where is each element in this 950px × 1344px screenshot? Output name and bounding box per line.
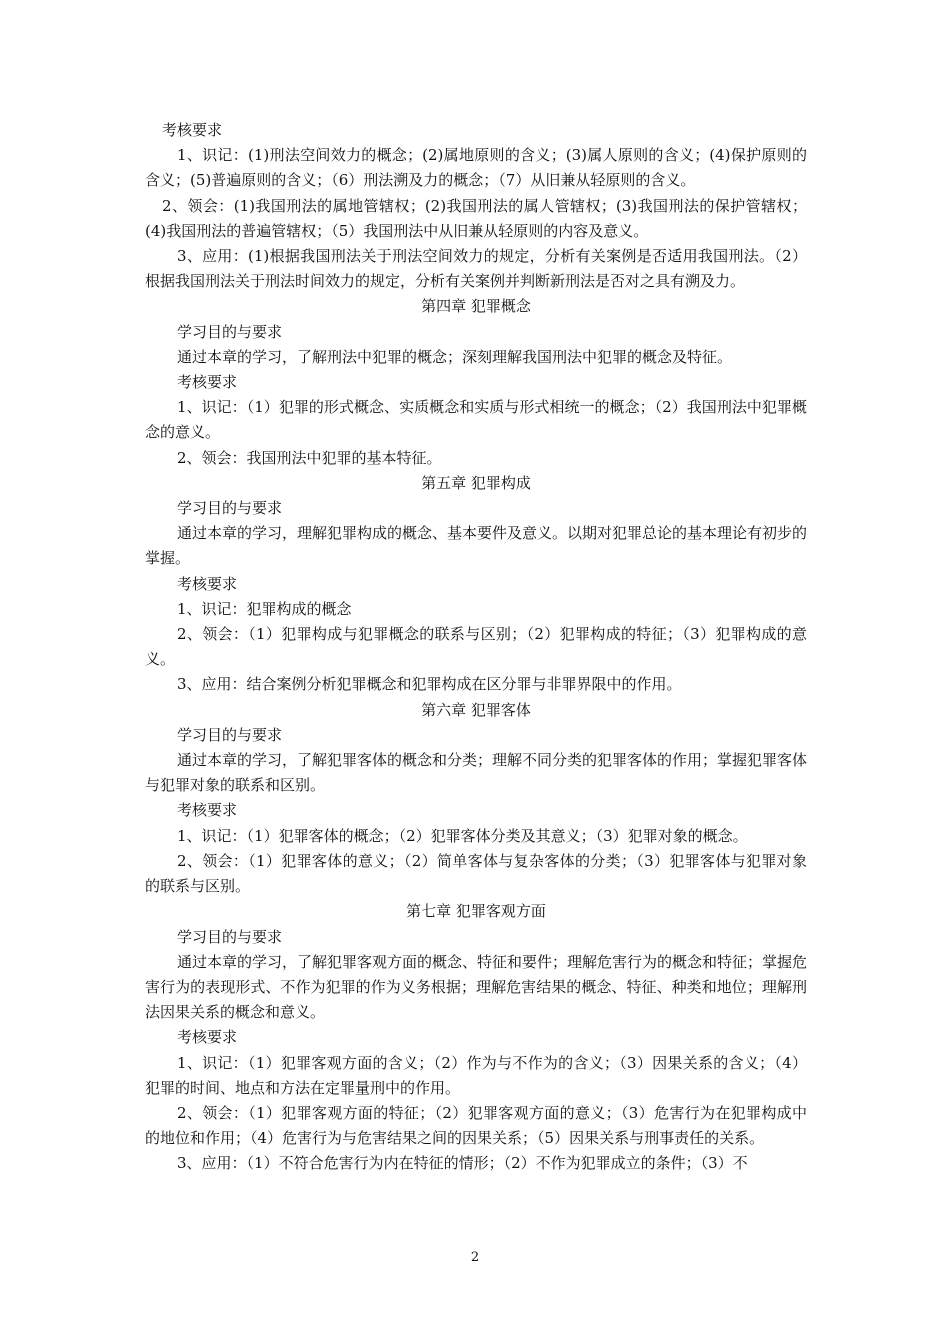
paragraph: 考核要求	[177, 574, 238, 593]
chapter-heading: 第七章 犯罪客观方面	[406, 902, 546, 921]
paragraph: 考核要求	[162, 121, 223, 139]
paragraph: 考核要求	[177, 801, 238, 820]
paragraph: 通过本章的学习，了解犯罪客观方面的概念、特征和要件；理解危害行为的概念和特征；掌握危害行为的表现形式、不作为犯罪的作为义务根据；理解危害结果的概念、特征、种类和地位；理解刑法因果关系的概念和意义。	[145, 952, 808, 1022]
paragraph: 2、领会：（1）犯罪客观方面的特征；（2）犯罪客观方面的意义；（3）危害行为在犯罪构成中的地位和作用；（4）危害行为与危害结果之间的因果关系；（5）因果关系与刑事责任的关系。	[145, 1103, 807, 1148]
chapter-heading: 第六章 犯罪客体	[421, 700, 531, 719]
paragraph: 2、领会：(1)我国刑法的属地管辖权；(2)我国刑法的属人管辖权；(3)我国刑法的保护管辖权；(4)我国刑法的普遍管辖权；（5）我国刑法中从旧兼从轻原则的内容及意义。	[145, 196, 807, 240]
paragraph: 2、领会：（1）犯罪构成与犯罪概念的联系与区别；（2）犯罪构成的特征；（3）犯罪构成的意义。	[145, 625, 807, 669]
paragraph: 1、识记：（1）犯罪客体的概念；（2）犯罪客体分类及其意义；（3）犯罪对象的概念。	[177, 826, 748, 845]
paragraph: 考核要求	[177, 373, 238, 392]
paragraph: 1、识记：（1）犯罪的形式概念、实质概念和实质与形式相统一的概念；（2）我国刑法中犯罪概念的意义。	[145, 398, 807, 442]
paragraph: 1、识记：（1）犯罪客观方面的含义；（2）作为与不作为的含义；（3）因果关系的含义；（4）犯罪的时间、地点和方法在定罪量刑中的作用。	[145, 1053, 807, 1097]
chapter-heading: 第五章 犯罪构成	[421, 473, 531, 492]
paragraph: 3、应用：结合案例分析犯罪概念和犯罪构成在区分罪与非罪界限中的作用。	[177, 675, 682, 694]
paragraph: 学习目的与要求	[177, 725, 283, 744]
paragraph: 考核要求	[177, 1028, 238, 1047]
paragraph: 1、识记：犯罪构成的概念	[177, 599, 352, 618]
paragraph: 通过本章的学习，了解犯罪客体的概念和分类；理解不同分类的犯罪客体的作用；掌握犯罪客体与犯罪对象的联系和区别。	[145, 751, 808, 795]
paragraph: 1、识记：(1)刑法空间效力的概念；(2)属地原则的含义；(3)属人原则的含义；(4)保护原则的含义；(5)普遍原则的含义；（6）刑法溯及力的概念；（7）从旧兼从轻原则的含义。	[145, 146, 807, 190]
paragraph: 学习目的与要求	[177, 927, 283, 946]
paragraph: 2、领会：（1）犯罪客体的意义；（2）简单客体与复杂客体的分类；（3）犯罪客体与犯罪对象的联系与区别。	[145, 851, 807, 896]
paragraph: 学习目的与要求	[177, 322, 283, 341]
paragraph: 2、领会：我国刑法中犯罪的基本特征。	[177, 448, 442, 467]
paragraph: 通过本章的学习，了解刑法中犯罪的概念；深刻理解我国刑法中犯罪的概念及特征。	[177, 347, 733, 366]
paragraph: 学习目的与要求	[177, 499, 283, 518]
paragraph: 3、应用：（1）不符合危害行为内在特征的情形；（2）不作为犯罪成立的条件；（3）不	[177, 1154, 748, 1173]
page-number: 2	[470, 1250, 480, 1265]
paragraph: 通过本章的学习，理解犯罪构成的概念、基本要件及意义。以期对犯罪总论的基本理论有初步的掌握。	[145, 524, 808, 568]
document-body	[145, 118, 807, 1177]
chapter-heading: 第四章 犯罪概念	[421, 297, 531, 316]
paragraph: 3、应用：(1)根据我国刑法关于刑法空间效力的规定，分析有关案例是否适用我国刑法。（2）根据我国刑法关于刑法时间效力的规定，分析有关案例并判断新刑法是否对之具有溯及力。	[145, 247, 807, 291]
